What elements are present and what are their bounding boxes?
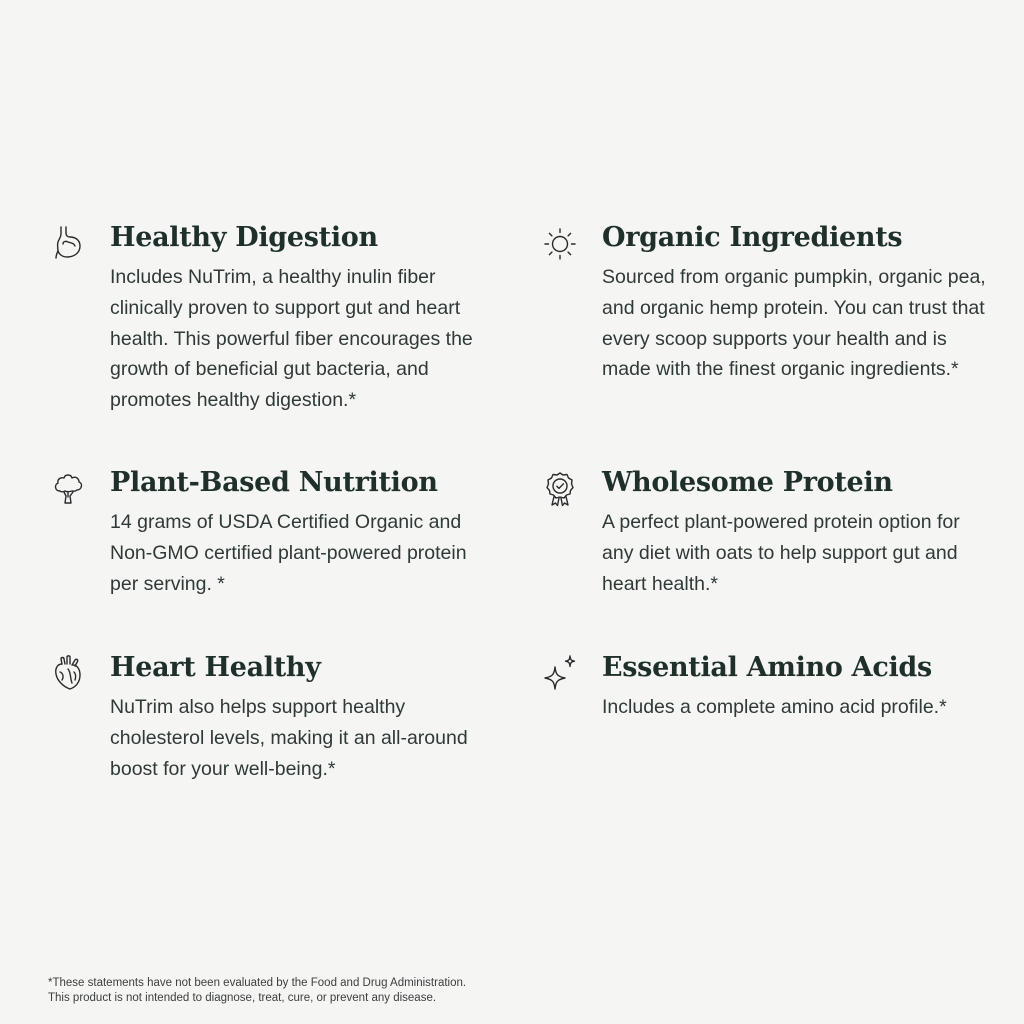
feature-wholesome-protein: [602, 467, 994, 599]
feature-heart-healthy: [110, 652, 495, 784]
badge-check-icon: [540, 467, 580, 507]
feature-healthy-digestion: [110, 222, 495, 416]
disclaimer-line-1: *These statements have not been evaluated by the Food and Drug Administration.: [48, 977, 467, 989]
feature-description: 14 grams of USDA Certified Organic and Non-GMO certified plant-powered protein per serving. *: [110, 511, 467, 595]
feature-description: Includes NuTrim, a healthy inulin fiber clinically proven to support gut and heart health. This powerful fiber encourages the growth of beneficial gut bacteria, and promotes healthy digestion.*: [110, 266, 473, 412]
broccoli-icon: [48, 467, 88, 507]
feature-title: Heart Healthy: [110, 652, 321, 683]
feature-description: Sourced from organic pumpkin, organic pea, and organic hemp protein. You can trust that every scoop supports your health and is made with the finest organic ingredients.*: [602, 266, 986, 381]
sun-icon: [540, 222, 580, 262]
stomach-icon: [48, 222, 88, 262]
feature-essential-amino-acids: [602, 652, 994, 723]
feature-description: NuTrim also helps support healthy cholesterol levels, making it an all-around boost for your well-being.*: [110, 696, 468, 780]
feature-plant-based-nutrition: [110, 467, 500, 599]
feature-organic-ingredients: [602, 222, 994, 385]
feature-title: Healthy Digestion: [110, 222, 378, 253]
feature-description: Includes a complete amino acid profile.*: [602, 696, 947, 718]
disclaimer-line-2: This product is not intended to diagnose, treat, cure, or prevent any disease.: [48, 992, 437, 1004]
sparkle-icon: [540, 652, 580, 692]
heart-organ-icon: [48, 652, 88, 692]
feature-title: Plant-Based Nutrition: [110, 467, 438, 498]
fda-disclaimer: [48, 976, 648, 1006]
feature-title: Essential Amino Acids: [602, 652, 932, 683]
feature-title: Organic Ingredients: [602, 222, 903, 253]
feature-description: A perfect plant-powered protein option for any diet with oats to help support gut and heart health.*: [602, 511, 960, 595]
feature-title: Wholesome Protein: [602, 467, 893, 498]
